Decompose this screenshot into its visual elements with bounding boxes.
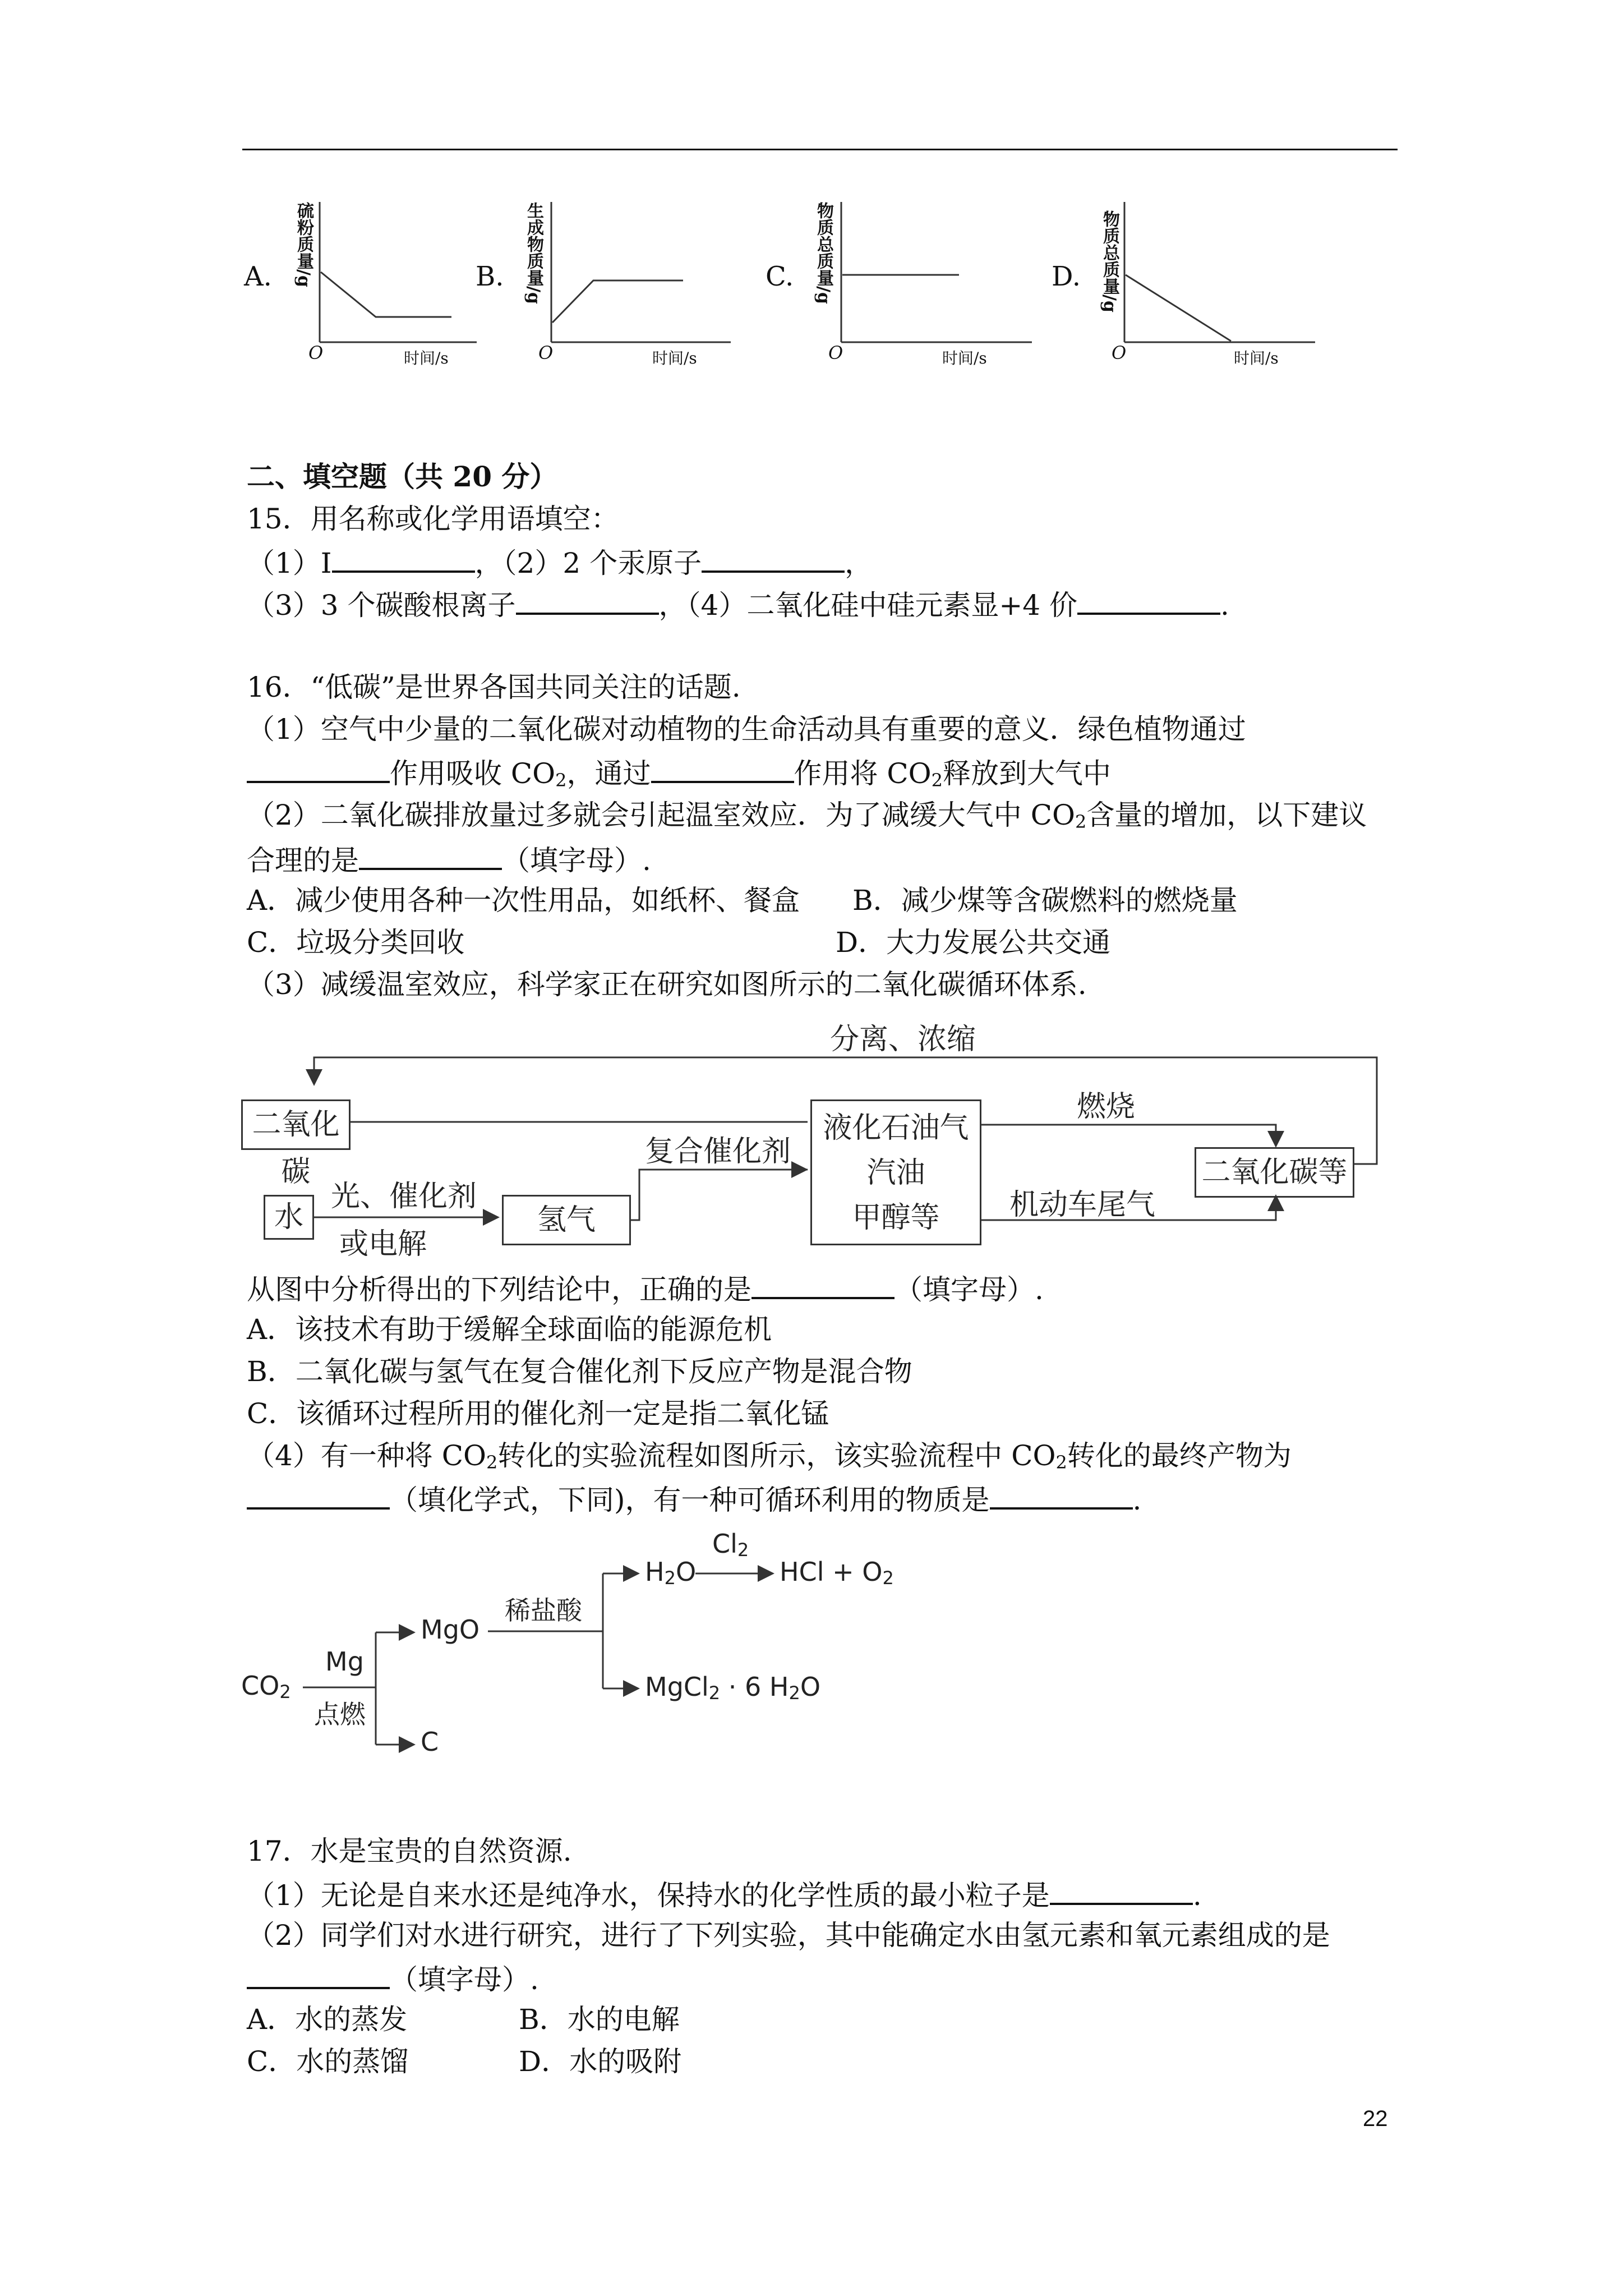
water-box: 水 bbox=[264, 1195, 314, 1240]
graph-origin: O bbox=[828, 342, 843, 364]
hcl-reagent: 稀盐酸 bbox=[505, 1595, 582, 1626]
graph-c-plot bbox=[836, 199, 1038, 351]
hydrogen-box: 氢气 bbox=[502, 1195, 631, 1245]
product-item: 甲醇等 bbox=[852, 1201, 940, 1235]
hcl-o2-product bbox=[780, 1557, 894, 1589]
graph-ylabel: 硫粉质量/g bbox=[294, 202, 313, 287]
graph-origin: O bbox=[538, 342, 554, 364]
graph-xlabel: 时间/s bbox=[942, 349, 987, 367]
q15-label: ， bbox=[845, 547, 873, 579]
subscript: 2 bbox=[555, 770, 567, 791]
text: （填字母）. bbox=[502, 844, 651, 877]
graph-xlabel: 时间/s bbox=[652, 349, 697, 367]
text: ，通过 bbox=[566, 757, 651, 790]
subscript: 2 bbox=[279, 1681, 291, 1703]
answer-blank[interactable] bbox=[516, 583, 659, 615]
q16-s3: （3）减缓温室效应，科学家正在研究如图所示的二氧化碳循环体系. bbox=[247, 968, 1087, 1001]
graph-origin: O bbox=[1112, 342, 1127, 364]
mgo-product: MgO bbox=[421, 1614, 480, 1645]
light-catalyst-label: 光、催化剂 bbox=[331, 1180, 477, 1213]
graph-letter: D. bbox=[1052, 261, 1081, 292]
q17-option-a: A．水的蒸发 bbox=[247, 2003, 408, 2036]
graph-xlabel: 时间/s bbox=[1234, 349, 1279, 367]
q16-s3-option-c: C．该循环过程所用的催化剂一定是指二氧化锰 bbox=[247, 1397, 829, 1430]
text: 合理的是 bbox=[247, 844, 359, 877]
graph-b-plot bbox=[546, 199, 736, 351]
text: 含量的增加，以下建议 bbox=[1086, 799, 1367, 831]
formula: CO bbox=[241, 1671, 280, 1701]
text: （填化学式，下同)，有一种可循环利用的物质是 bbox=[390, 1484, 990, 1516]
q16-s4-line2 bbox=[247, 1478, 1141, 1520]
q15-part2 bbox=[247, 583, 1229, 625]
q15-stem: 15．用名称或化学用语填空： bbox=[247, 503, 619, 535]
subscript: 2 bbox=[708, 1682, 721, 1704]
q17-option-c: C．水的蒸馏 bbox=[247, 2045, 409, 2078]
text: 从图中分析得出的下列结论中，正确的是 bbox=[247, 1273, 751, 1306]
answer-blank[interactable] bbox=[359, 839, 502, 870]
answer-blank[interactable] bbox=[702, 541, 845, 573]
header-rule bbox=[242, 149, 1398, 150]
formula: O bbox=[675, 1557, 697, 1587]
graph-letter: A. bbox=[244, 261, 272, 292]
graph-letter: B. bbox=[476, 261, 504, 292]
answer-blank[interactable] bbox=[1050, 1874, 1193, 1905]
answer-blank[interactable] bbox=[247, 1478, 390, 1510]
q16-s3-option-a: A．该技术有助于缓解全球面临的能源危机 bbox=[247, 1313, 772, 1346]
co2-cycle-diagram bbox=[241, 1015, 1402, 1261]
text: （4）有一种将 CO bbox=[247, 1439, 486, 1472]
electrolysis-label: 或电解 bbox=[339, 1227, 427, 1261]
composite-catalyst-label: 复合催化剂 bbox=[645, 1135, 791, 1168]
graph-c bbox=[763, 199, 1054, 367]
q16-s2-line2 bbox=[247, 839, 651, 880]
product-item: 汽油 bbox=[866, 1156, 925, 1190]
product-item: 液化石油气 bbox=[823, 1111, 969, 1145]
q17-s2: （2）同学们对水进行研究，进行了下列实验，其中能确定水由氢元素和氧元素组成的是 bbox=[247, 1919, 1330, 1952]
formula: MgCl bbox=[645, 1672, 709, 1702]
text: . bbox=[1132, 1484, 1142, 1516]
section-title: 二、填空题（共 20 分） bbox=[247, 460, 558, 493]
mgcl2-product bbox=[645, 1672, 820, 1704]
q17-option-b: B．水的电解 bbox=[519, 2003, 680, 2036]
graph-origin: O bbox=[308, 342, 324, 364]
answer-blank[interactable] bbox=[990, 1478, 1133, 1510]
subscript: 2 bbox=[664, 1567, 676, 1589]
q15-label: ，（2）2 个汞原子 bbox=[474, 547, 702, 579]
text: （1）无论是自来水还是纯净水，保持水的化学性质的最小粒子是 bbox=[247, 1879, 1050, 1912]
products-box bbox=[810, 1099, 981, 1245]
q16-s2-line1 bbox=[247, 795, 1367, 841]
subscript: 2 bbox=[737, 1539, 749, 1561]
mg-reagent: Mg bbox=[325, 1646, 364, 1677]
formula: HCl + O bbox=[780, 1557, 883, 1587]
ignite-condition: 点燃 bbox=[314, 1699, 366, 1729]
graph-ylabel: 物质总质量/g bbox=[1100, 210, 1119, 312]
graph-d-plot bbox=[1119, 199, 1321, 351]
q17-s2-line2 bbox=[247, 1958, 539, 1999]
separate-concentrate-label: 分离、浓缩 bbox=[830, 1023, 976, 1056]
text: 作用将 CO bbox=[794, 757, 932, 790]
q16-option-c: C．垃圾分类回收 bbox=[247, 926, 465, 959]
formula: H bbox=[645, 1557, 665, 1587]
q16-option-a: A．减少使用各种一次性用品，如纸杯、餐盒 bbox=[247, 884, 800, 917]
answer-blank[interactable] bbox=[751, 1268, 895, 1299]
graph-ylabel: 生成物质量/g bbox=[524, 202, 543, 304]
q15-part1 bbox=[247, 541, 873, 583]
q15-label: （1）I bbox=[247, 547, 332, 579]
graph-a-plot bbox=[314, 199, 482, 351]
co2-start bbox=[241, 1671, 291, 1703]
co2-conversion-flow bbox=[241, 1526, 970, 1767]
q17-stem: 17．水是宝贵的自然资源. bbox=[247, 1835, 572, 1867]
burn-label: 燃烧 bbox=[1077, 1090, 1136, 1124]
q16-s1-line2 bbox=[247, 752, 1111, 800]
co2-etc-box: 二氧化碳等 bbox=[1195, 1147, 1354, 1198]
q15-label: ，（4）二氧化硅中硅元素显+4 价 bbox=[658, 589, 1077, 622]
text: （填字母）. bbox=[895, 1273, 1044, 1306]
formula: · 6 H bbox=[720, 1672, 789, 1702]
graph-xlabel: 时间/s bbox=[404, 349, 449, 367]
q16-s3-option-b: B．二氧化碳与氢气在复合催化剂下反应产物是混合物 bbox=[247, 1355, 912, 1388]
cl2-reagent bbox=[712, 1529, 749, 1561]
answer-blank[interactable] bbox=[247, 752, 390, 783]
text: 转化的实验流程如图所示，该实验流程中 CO bbox=[497, 1439, 1056, 1472]
carbon-product: C bbox=[421, 1727, 439, 1757]
q16-option-b: B．减少煤等含碳燃料的燃烧量 bbox=[852, 884, 1238, 917]
text: （2）二氧化碳排放量过多就会引起温室效应．为了减缓大气中 CO bbox=[247, 799, 1075, 831]
q16-s1-line1: （1）空气中少量的二氧化碳对动植物的生命活动具有重要的意义．绿色植物通过 bbox=[247, 713, 1246, 746]
graph-d bbox=[1049, 199, 1340, 367]
h2o-product bbox=[645, 1557, 696, 1589]
subscript: 2 bbox=[931, 770, 943, 791]
graph-letter: C. bbox=[766, 261, 794, 292]
q16-stem: 16．“低碳”是世界各国共同关注的话题. bbox=[247, 671, 741, 703]
graph-b bbox=[473, 199, 742, 367]
text: （填字母）. bbox=[390, 1963, 539, 1996]
subscript: 2 bbox=[789, 1682, 800, 1704]
q16-option-d: D．大力发展公共交通 bbox=[836, 926, 1111, 959]
text: 转化的最终产物为 bbox=[1067, 1439, 1292, 1472]
text: 作用吸收 CO bbox=[390, 757, 556, 790]
text: . bbox=[1192, 1879, 1202, 1912]
subscript: 2 bbox=[1075, 811, 1087, 832]
graph-ylabel: 物质总质量/g bbox=[814, 202, 833, 304]
answer-blank[interactable] bbox=[1077, 583, 1220, 615]
graph-a bbox=[241, 199, 488, 367]
formula: O bbox=[800, 1672, 821, 1702]
exhaust-label: 机动车尾气 bbox=[1009, 1188, 1156, 1222]
q15-label: （3）3 个碳酸根离子 bbox=[247, 589, 516, 622]
q16-s3-question bbox=[247, 1268, 1044, 1309]
subscript: 2 bbox=[1055, 1452, 1067, 1473]
q17-s1 bbox=[247, 1874, 1202, 1915]
q17-option-d: D．水的吸附 bbox=[519, 2045, 682, 2078]
text: 释放到大气中 bbox=[943, 757, 1112, 790]
answer-blank[interactable] bbox=[332, 541, 475, 573]
answer-blank[interactable] bbox=[247, 1958, 390, 1989]
answer-blank[interactable] bbox=[651, 752, 794, 783]
subscript: 2 bbox=[882, 1567, 894, 1589]
q16-s4-line1 bbox=[247, 1436, 1292, 1482]
q15-label: . bbox=[1220, 589, 1229, 622]
formula: Cl bbox=[712, 1529, 737, 1559]
co2-box: 二氧化碳 bbox=[241, 1099, 351, 1150]
subscript: 2 bbox=[486, 1452, 498, 1473]
page-number: 22 bbox=[1363, 2106, 1388, 2131]
